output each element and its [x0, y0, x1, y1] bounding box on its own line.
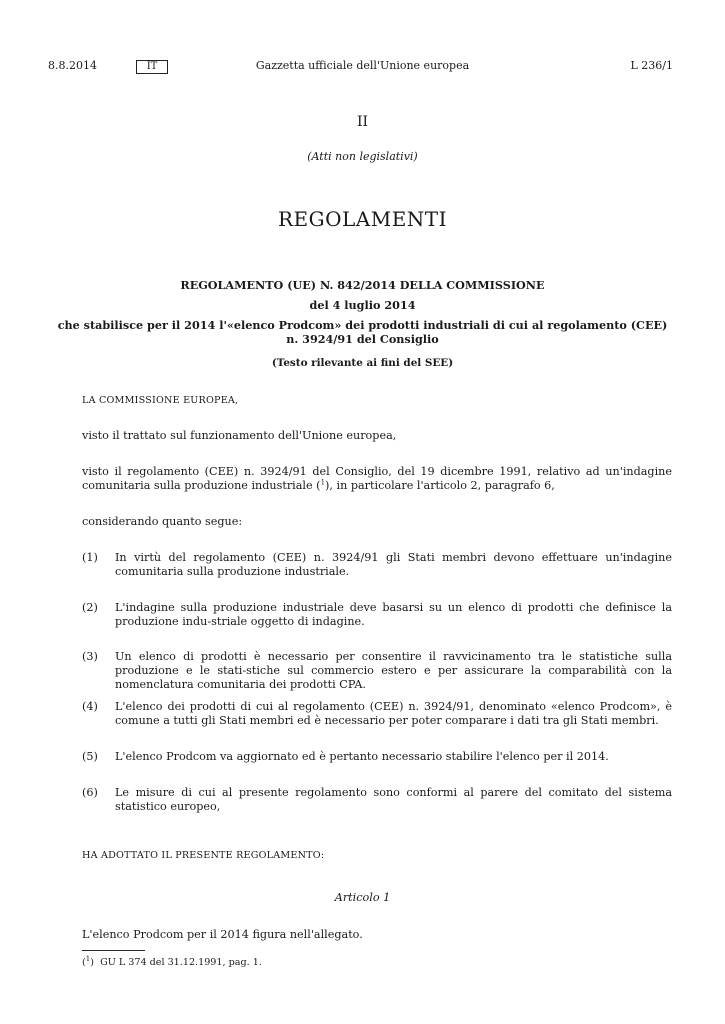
eea-relevance-note: (Testo rilevante ai fini del SEE): [271, 357, 454, 369]
journal-title: Gazzetta ufficiale dell'Unione europea: [255, 59, 470, 72]
regulation-subject-line2: n. 3924/91 del Consiglio: [286, 332, 439, 346]
recital-text: L'indagine sulla produzione industriale deve basarsi su un elenco di prodotti che definisce la produzione indu-striale oggetto di indagine.: [115, 601, 672, 628]
recital-number: (5): [82, 750, 98, 763]
regulation-subject-line1: che stabilisce per il 2014 l'«elenco Prodcom» dei prodotti industriali di cui al regolamento (CEE): [57, 318, 668, 332]
recital-text: Le misure di cui al presente regolamento sono conformi al parere del comitato del sistema statistico europeo,: [115, 786, 672, 813]
header-date: 8.8.2014: [48, 59, 97, 72]
footnote: ($^1$) GU L 374 del 31.12.1991, pag. 1.: [82, 954, 262, 968]
section-numeral: II: [356, 114, 369, 130]
section-subtitle: (Atti non legislativi): [307, 150, 418, 163]
regulation-title: REGOLAMENTO (UE) N. 842/2014 DELLA COMMISSIONE: [180, 278, 545, 292]
recital-text: L'elenco dei prodotti di cui al regolamento (CEE) n. 3924/91, denominato «elenco Prodcom», è comune a tutti gli Stati membri ed è necessario per poter comparare i dati tra gli Stati membri.: [115, 700, 672, 727]
page-reference: L 236/1: [630, 59, 673, 72]
recital-text: Un elenco di prodotti è necessario per consentire il ravvicinamento tra le statistiche sulla produzione e le stati-stiche sul commercio estero e per assicurare la comparabilità con la nomenclatura comunitaria dei prodotti CPA.: [115, 650, 672, 691]
recital-number: (1): [82, 551, 98, 564]
recital-text: L'elenco Prodcom va aggiornato ed è pertanto necessario stabilire l'elenco per il 2014.: [115, 750, 609, 763]
recital-number: (3): [82, 650, 98, 663]
adoption-statement: HA ADOTTATO IL PRESENTE REGOLAMENTO:: [82, 850, 325, 861]
recital-number: (4): [82, 700, 98, 713]
recital-number: (6): [82, 786, 98, 799]
recital-number: (2): [82, 601, 98, 614]
footnote-divider: [82, 950, 145, 951]
article-title: Articolo 1: [334, 891, 391, 904]
footnote-marker: 1: [85, 954, 91, 963]
language-badge: IT: [136, 60, 168, 74]
treaty-citation: visto il trattato sul funzionamento dell'Unione europea,: [82, 429, 397, 442]
article-text: L'elenco Prodcom per il 2014 figura nell'allegato.: [82, 928, 363, 941]
regulation-date: del 4 luglio 2014: [309, 298, 416, 312]
footnote-ref: 1: [320, 478, 326, 487]
regulation-citation: visto il regolamento (CEE) n. 3924/91 del Consiglio, del 19 dicembre 1991, relativo ad un'indagine comunitaria sulla produzione industriale ($^1$), in particolare l'articolo 2, paragrafo 6,: [82, 465, 672, 492]
whereas-intro: considerando quanto segue:: [82, 515, 243, 528]
section-heading: REGOLAMENTI: [277, 207, 448, 231]
recital-text: In virtù del regolamento (CEE) n. 3924/91 gli Stati membri devono effettuare un'indagine comunitaria sulla produzione industriale.: [115, 551, 672, 578]
commission-statement: LA COMMISSIONE EUROPEA,: [82, 395, 239, 406]
